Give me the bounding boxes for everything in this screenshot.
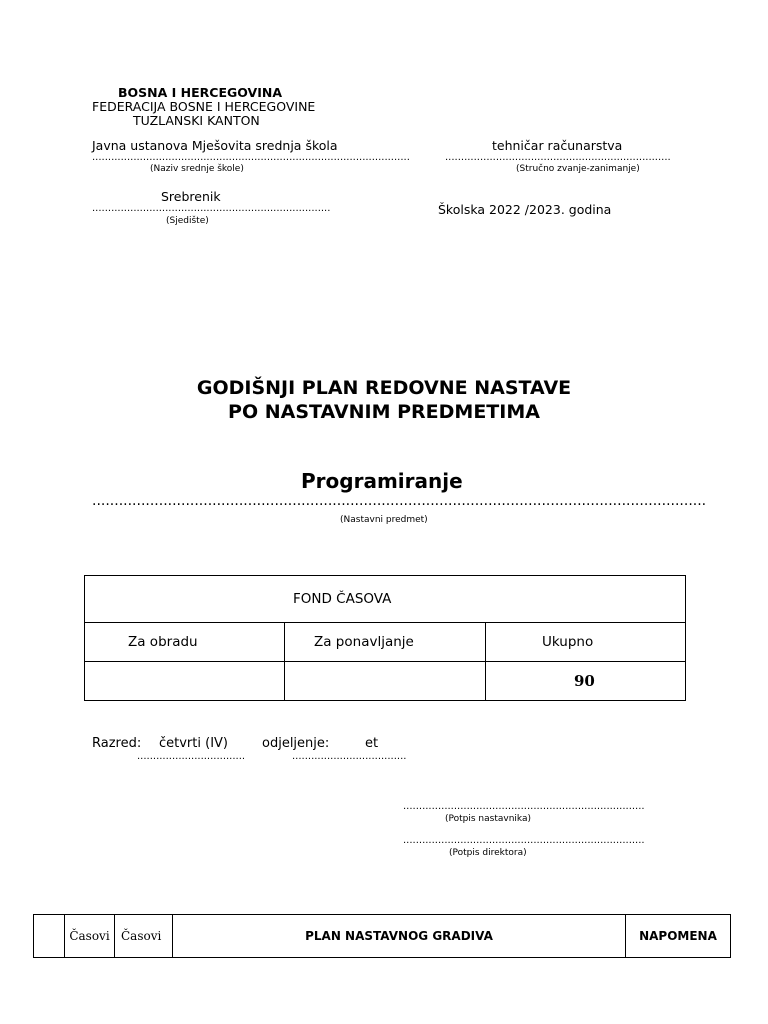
plan-col-gradivo-cell: [173, 915, 626, 958]
col-ponavljanje-cell: [285, 623, 486, 662]
teacher-signature-caption: (Potpis nastavnika): [445, 814, 531, 824]
profession: tehničar računarstva: [492, 138, 623, 153]
director-signature-line: ............................................................................: [403, 835, 645, 846]
razred-value: četvrti (IV): [159, 736, 228, 751]
profession-dotline: .......................................................................: [445, 152, 671, 163]
col-obrada: Za obradu: [128, 634, 198, 650]
header-federation: FEDERACIJA BOSNE I HERCEGOVINE: [92, 99, 316, 114]
plan-col-gradivo: PLAN NASTAVNOG GRADIVA: [305, 929, 493, 943]
teacher-signature-line: ............................................................................: [403, 801, 645, 812]
col-ponavljanje: Za ponavljanje: [314, 634, 414, 650]
subject-name: Programiranje: [301, 469, 463, 493]
school-year: Školska 2022 /2023. godina: [438, 202, 612, 217]
plan-col-casovi-1: Časovi: [69, 929, 110, 943]
subject-caption: (Nastavni predmet): [340, 515, 428, 525]
odjeljenje-value: et: [365, 736, 379, 751]
razred-label: Razred:: [92, 736, 142, 751]
col-ukupno: Ukupno: [542, 634, 594, 650]
director-signature-caption: (Potpis direktora): [449, 848, 527, 858]
val-ukupno-cell: [486, 662, 686, 701]
col-ukupno-cell: [486, 623, 686, 662]
school-seat: Srebrenik: [161, 189, 221, 204]
plan-col-casovi-2-cell: [115, 915, 173, 958]
school-name: Javna ustanova Mješovita srednja škola: [92, 138, 338, 153]
plan-col-casovi-2: Časovi: [121, 929, 162, 943]
odjeljenje-label: odjeljenje:: [262, 736, 330, 751]
fond-heading: FOND ČASOVA: [293, 591, 392, 607]
profession-caption: (Stručno zvanje-zanimanje): [516, 164, 640, 174]
plan-col-napomena-cell: [626, 915, 731, 958]
header-country: BOSNA I HERCEGOVINA: [118, 85, 282, 100]
fond-casova-table: [84, 575, 686, 701]
title-line-1: GODIŠNJI PLAN REDOVNE NASTAVE: [196, 377, 572, 399]
plan-col-napomena: NAPOMENA: [639, 929, 717, 943]
header-canton: TUZLANSKI KANTON: [133, 113, 260, 128]
title-line-2: PO NASTAVNIM PREDMETIMA: [228, 401, 540, 423]
plan-col-casovi-1-cell: [65, 915, 115, 958]
school-name-caption: (Naziv srednje škole): [150, 164, 244, 174]
val-ponavljanje-cell: [285, 662, 486, 701]
plan-table-header: [33, 914, 731, 958]
val-ukupno: 90: [574, 672, 595, 690]
seat-caption: (Sjedište): [166, 216, 209, 226]
school-name-dotline: ....................................................................................................: [92, 152, 410, 163]
plan-empty-col: [34, 915, 65, 958]
odjeljenje-dotline: ....................................: [292, 751, 407, 762]
fond-heading-cell: [85, 576, 686, 623]
seat-dotline: ...........................................................................: [92, 203, 331, 214]
subject-dotline: ..........................................................................................................................................: [92, 493, 707, 509]
col-obrada-cell: [85, 623, 285, 662]
val-obrada-cell: [85, 662, 285, 701]
razred-dotline: ..................................: [137, 751, 246, 762]
